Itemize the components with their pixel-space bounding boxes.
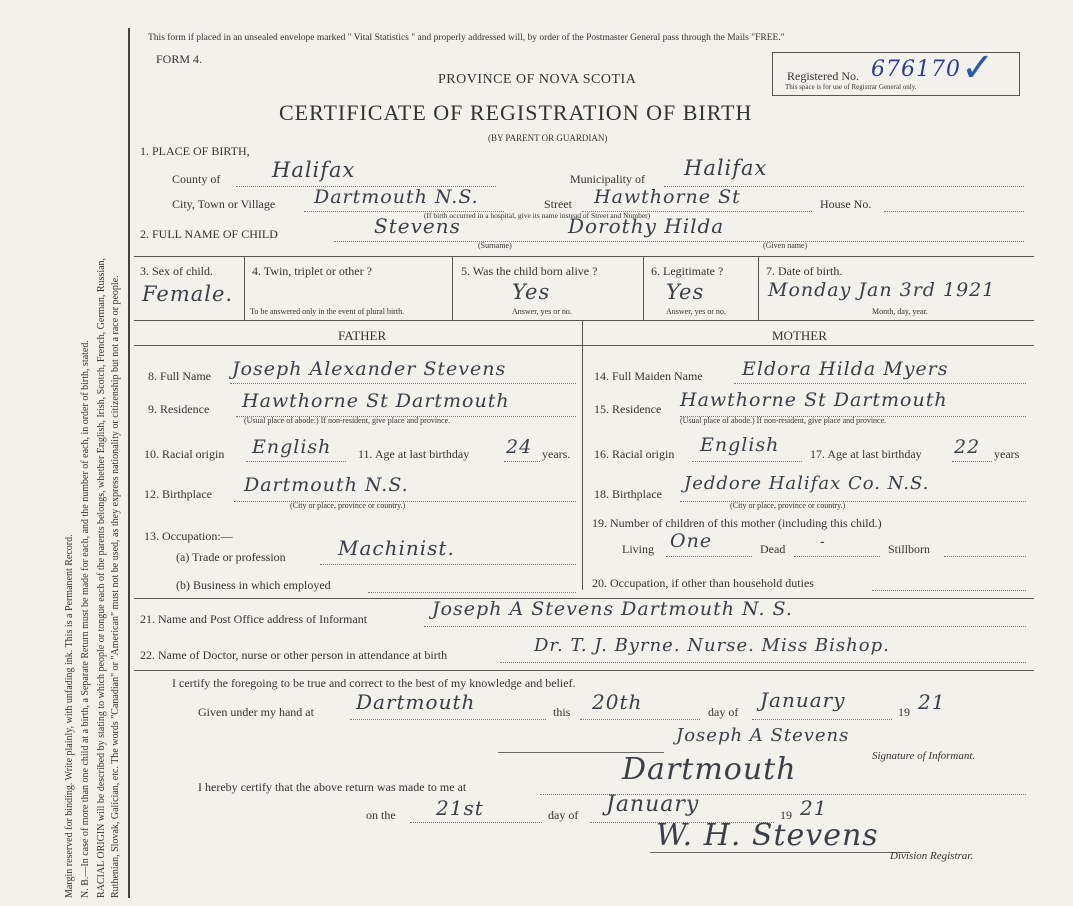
day-of-label: day of: [708, 705, 739, 719]
child-surname: Stevens: [374, 214, 461, 238]
municipality-label: Municipality of: [570, 172, 645, 186]
registered-label: Registered No.: [787, 69, 859, 83]
father-years: years.: [542, 447, 571, 461]
mother-racial: English: [700, 434, 780, 456]
informant-label: 21. Name and Post Office address of Informant: [140, 612, 368, 626]
father-racial-label: 10. Racial origin: [144, 447, 225, 461]
mother-years: years: [994, 447, 1020, 461]
given-under-label: Given under my hand at: [198, 705, 314, 719]
date-note: Month, day, year.: [872, 307, 928, 316]
certify-day: 20th: [592, 690, 643, 714]
certify-year: 21: [918, 690, 946, 714]
mother-abode-note: (Usual place of abode.) If non-resident, give place and province.: [680, 416, 887, 425]
father-racial: English: [252, 436, 332, 458]
living-label: Living: [622, 542, 654, 556]
father-birthplace-note: (City or place, province or country.): [290, 501, 406, 510]
municipality-value: Halifax: [684, 156, 768, 180]
given-name-note: (Given name): [763, 241, 808, 250]
mother-age-label: 17. Age at last birthday: [810, 447, 922, 461]
form-number: FORM 4.: [156, 52, 203, 66]
checkmark-icon: ✓: [961, 45, 995, 91]
father-age: 24: [506, 436, 533, 458]
father-name-label: 8. Full Name: [148, 369, 211, 383]
registration-day-of-label: day of: [548, 808, 579, 822]
registration-month: January: [606, 792, 700, 817]
father-heading: FATHER: [338, 328, 387, 343]
mother-birthplace: Jeddore Halifax Co. N.S.: [684, 473, 930, 494]
registrar-signature: W. H. Stevens: [656, 818, 879, 853]
county-value: Halifax: [272, 158, 356, 182]
father-age-label: 11. Age at last birthday: [358, 447, 470, 461]
mother-heading: MOTHER: [772, 328, 827, 343]
mother-birthplace-label: 18. Birthplace: [594, 487, 662, 501]
father-birthplace-label: 12. Birthplace: [144, 487, 212, 501]
legitimate-note: Answer, yes or no.: [666, 307, 726, 316]
place-of-birth-label: 1. PLACE OF BIRTH,: [140, 144, 250, 158]
city-label: City, Town or Village: [172, 197, 276, 211]
mother-residence: Hawthorne St Dartmouth: [680, 389, 948, 411]
children-label: 19. Number of children of this mother (including this child.): [592, 516, 882, 530]
child-name-label: 2. FULL NAME OF CHILD: [140, 227, 278, 241]
legitimate-value: Yes: [666, 280, 705, 304]
alive-value: Yes: [512, 280, 551, 304]
father-name: Joseph Alexander Stevens: [232, 358, 507, 380]
informant-signature: Joseph A Stevens: [676, 725, 850, 746]
alive-note: Answer, yes or no.: [512, 307, 572, 316]
registration-day: 21st: [436, 796, 484, 820]
stillborn-label: Stillborn: [888, 542, 931, 556]
province-heading: PROVINCE OF NOVA SCOTIA: [438, 72, 637, 87]
sex-label: 3. Sex of child.: [140, 264, 213, 278]
informant-value: Joseph A Stevens Dartmouth N. S.: [432, 598, 793, 620]
subtitle: (BY PARENT OR GUARDIAN): [488, 133, 608, 143]
sex-value: Female.: [142, 282, 234, 306]
registrar-label: Division Registrar.: [890, 850, 974, 862]
mother-birthplace-note: (City or place, province or country.): [730, 501, 846, 510]
county-label: County of: [172, 172, 221, 186]
father-residence-label: 9. Residence: [148, 402, 210, 416]
certify-month: January: [760, 688, 846, 712]
father-occupation-label: 13. Occupation:—: [144, 529, 233, 543]
registration-year: 21: [800, 796, 828, 820]
mother-name-label: 14. Full Maiden Name: [594, 369, 703, 383]
mail-notice: This form if placed in an unsealed envelope marked " Vital Statistics " and properly addressed will, by order of the Postmaster General pass through the Mails "FREE.": [148, 33, 785, 43]
registered-number: 676170: [871, 57, 961, 82]
registration-place: Dartmouth: [622, 752, 797, 787]
father-trade: Machinist.: [338, 536, 455, 560]
margin-note-racial-origin: RACIAL ORIGIN will be described by stating to which people or tongue each of the parents belongs, whether English, Irish, Scotch, French, German, Russian,: [96, 257, 107, 898]
mother-age: 22: [954, 436, 981, 458]
mother-residence-label: 15. Residence: [594, 402, 662, 416]
surname-note: (Surname): [478, 241, 512, 250]
on-the-label: on the: [366, 808, 396, 822]
this-label: this: [553, 705, 571, 719]
registered-box: [772, 45, 1020, 96]
doctor-value: Dr. T. J. Byrne. Nurse. Miss Bishop.: [534, 635, 890, 656]
street-label: Street: [544, 197, 572, 211]
page-title: CERTIFICATE OF REGISTRATION OF BIRTH: [279, 100, 753, 125]
father-abode-note: (Usual place of abode.) If non-resident, give place and province.: [244, 416, 451, 425]
certify-place: Dartmouth: [356, 690, 476, 714]
legitimate-label: 6. Legitimate ?: [651, 264, 724, 278]
father-residence: Hawthorne St Dartmouth: [242, 390, 510, 412]
dead-value: -: [820, 534, 826, 550]
street-value: Hawthorne St: [594, 186, 741, 208]
mother-racial-label: 16. Racial origin: [594, 447, 675, 461]
city-value: Dartmouth N.S.: [314, 186, 479, 208]
margin-note-multiple-birth: N. B.—In case of more than one child at a birth, a Separate Return must be made for each, and the number of each, in order of birth, stated.: [80, 340, 91, 898]
registration-year-prefix: 19: [780, 808, 792, 822]
certify-statement: I certify the foregoing to be true and correct to the best of my knowledge and belief.: [172, 676, 576, 690]
alive-label: 5. Was the child born alive ?: [461, 264, 598, 278]
twin-note: To be answered only in the event of plural birth.: [250, 307, 405, 316]
mother-name: Eldora Hilda Myers: [742, 358, 949, 380]
business-label: (b) Business in which employed: [176, 578, 331, 592]
twin-label: 4. Twin, triplet or other ?: [252, 264, 372, 278]
hospital-note: (If birth occurred in a hospital, give its name instead of Street and Number): [424, 211, 651, 220]
trade-label: (a) Trade or profession: [176, 550, 286, 564]
living-value: One: [670, 530, 713, 552]
registered-note: This space is for use of Registrar General only.: [785, 83, 917, 91]
certify-year-prefix: 19: [898, 705, 910, 719]
date-label: 7. Date of birth.: [766, 264, 843, 278]
date-value: Monday Jan 3rd 1921: [768, 279, 996, 301]
margin-note-racial-origin-2: Ruthenian, Slovak, Galician, etc. The words "Canadian" or "American" must not be used, as they express nationality or citizenship but not a race or people.: [110, 275, 121, 898]
child-given-name: Dorothy Hilda: [568, 214, 725, 238]
signature-label: Signature of Informant.: [872, 750, 976, 762]
doctor-label: 22. Name of Doctor, nurse or other person in attendance at birth: [140, 648, 448, 662]
father-birthplace: Dartmouth N.S.: [244, 474, 409, 496]
margin-note-binding: Margin reserved for binding. Write plainly, with unfading ink. This is a Permanent Record.: [64, 534, 75, 898]
dead-label: Dead: [760, 542, 786, 556]
return-statement: I hereby certify that the above return was made to me at: [198, 780, 467, 794]
mother-occupation-label: 20. Occupation, if other than household duties: [592, 576, 814, 590]
house-label: House No.: [820, 197, 872, 211]
binding-border: [128, 28, 130, 898]
